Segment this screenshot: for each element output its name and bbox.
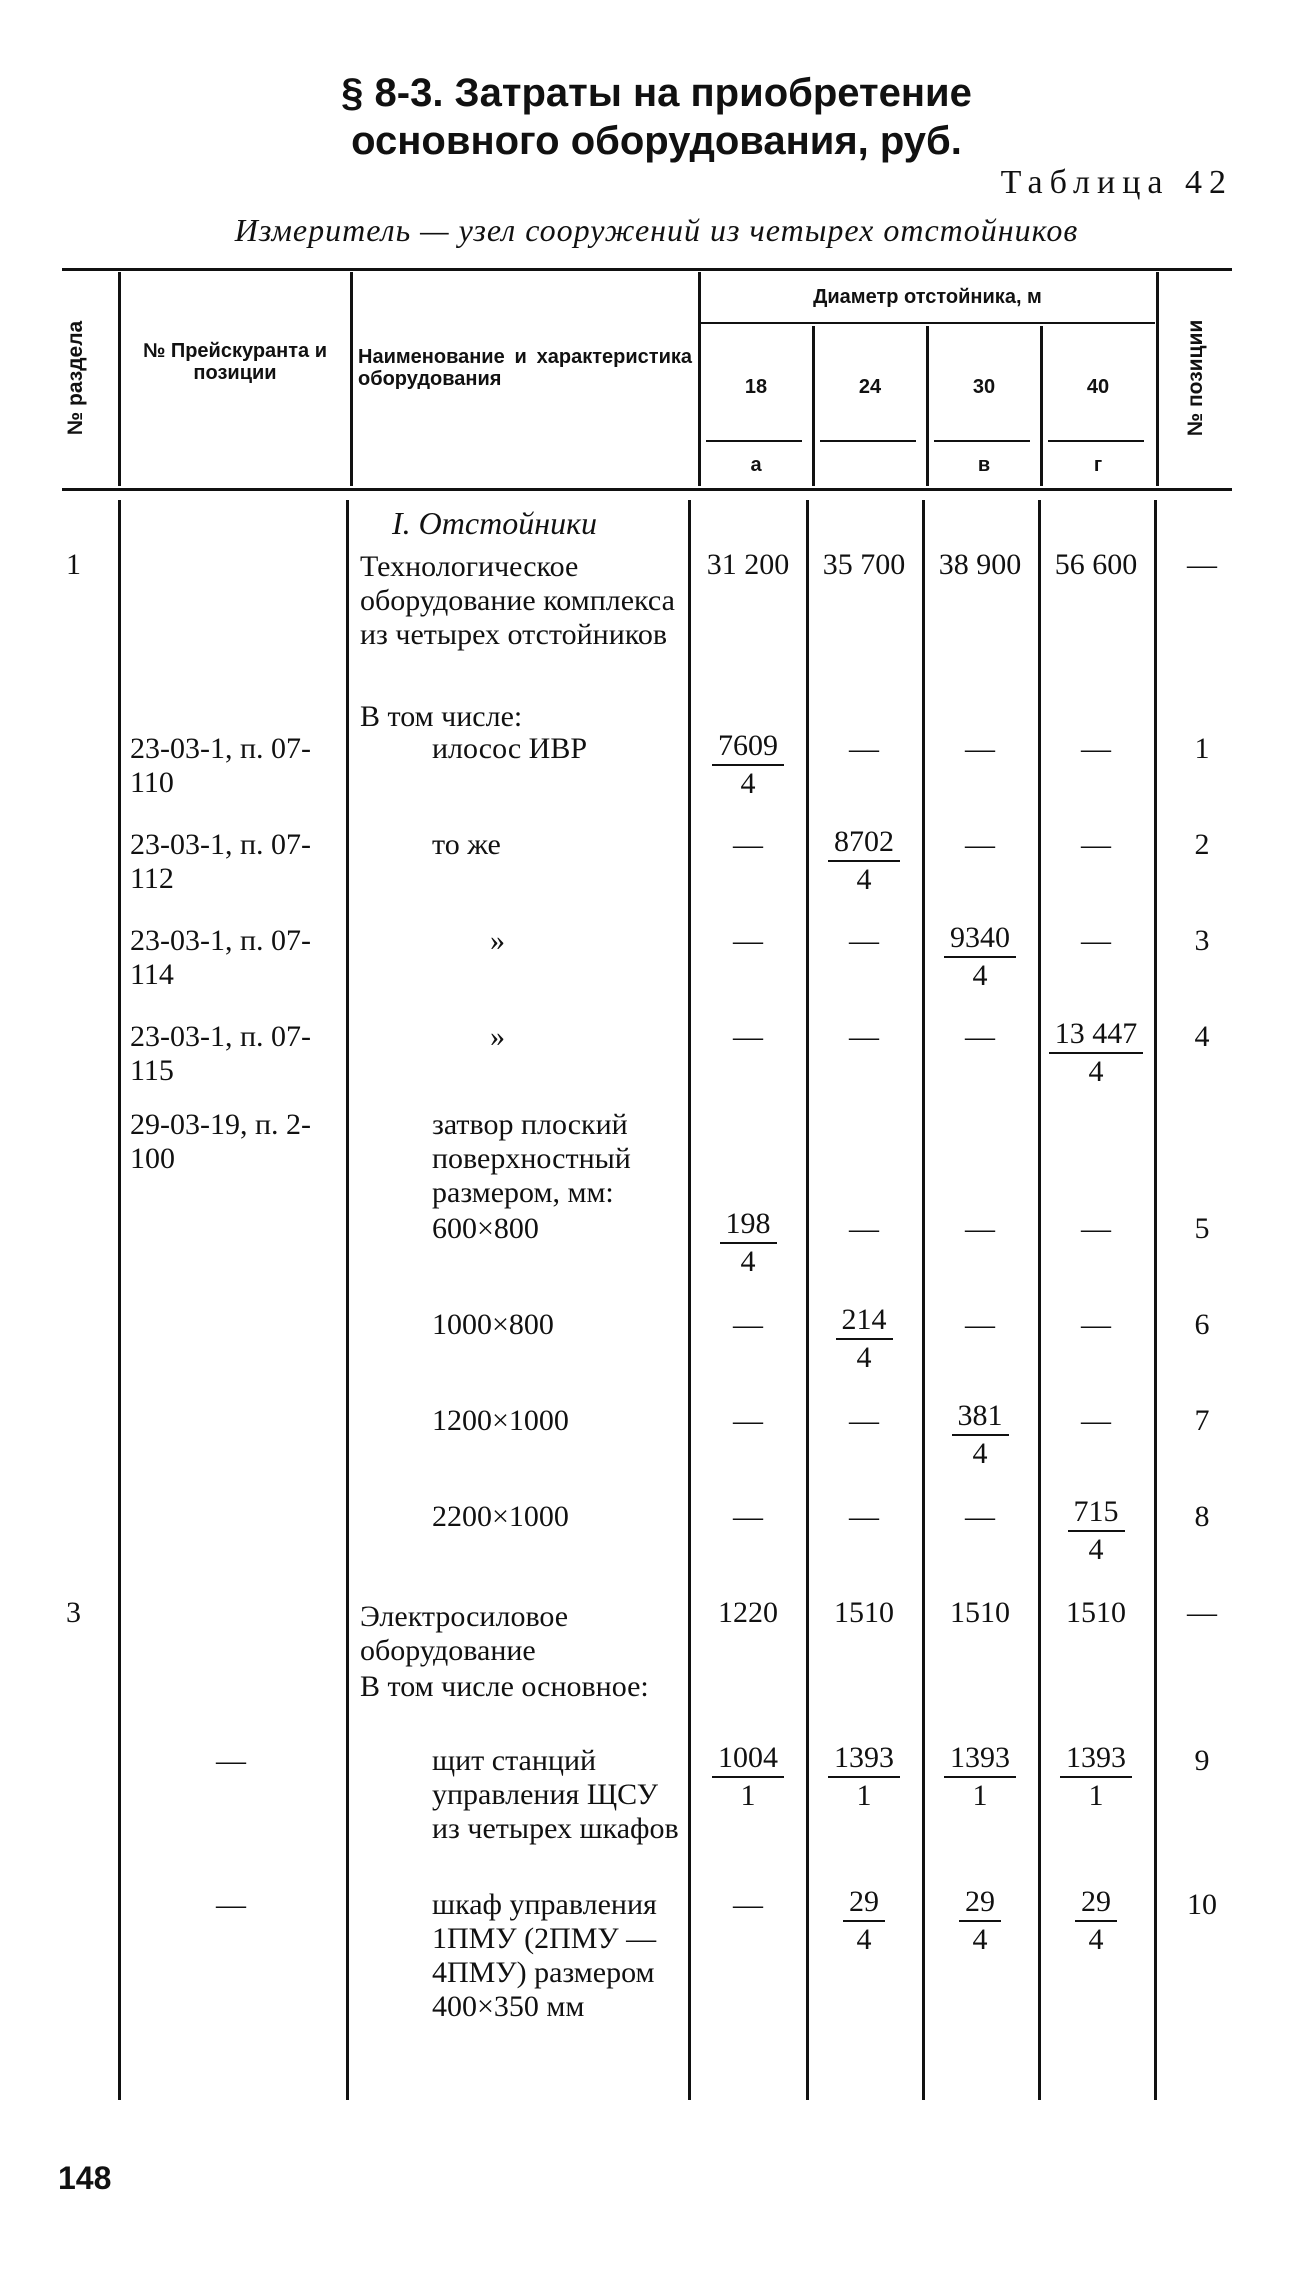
pos1-val-40: —: [1081, 732, 1111, 765]
pos1-name: илосос ИВР: [432, 732, 588, 765]
header-divider-7: [1156, 272, 1159, 486]
pos5-pos: 5: [1194, 1212, 1210, 1245]
pos3-val-24: —: [849, 924, 879, 957]
pos9-pos: 9: [1194, 1744, 1210, 1777]
header-position-no: № позиции: [1184, 319, 1207, 437]
pos8-val-40: $\frac{715}{4}$: [1040, 1494, 1152, 1568]
header-divider-2: [350, 272, 353, 486]
row3-incl-label: В том числе основное:: [360, 1670, 649, 1703]
pos5-name: 600×800: [432, 1212, 539, 1245]
row1-val-40: 56 600: [1054, 548, 1138, 581]
gate-pricelist: 29-03-19, п. 2-100: [130, 1108, 312, 1175]
pos4-name: »: [490, 1020, 505, 1053]
row-incl-label: В том числе:: [360, 700, 523, 733]
pos2-pricelist: 23-03-1, п. 07-112: [130, 828, 312, 895]
section-title: I. Отстойники: [392, 505, 598, 541]
header-d18: 18: [744, 376, 768, 398]
sub-rule-c: [1048, 440, 1144, 442]
pos4-val-30: —: [965, 1020, 995, 1053]
pos8-val-24: —: [849, 1500, 879, 1533]
pos7-val-18: —: [733, 1404, 763, 1437]
pos6-val-30: —: [965, 1308, 995, 1341]
pos5-val-30: —: [965, 1212, 995, 1245]
pos7-pos: 7: [1194, 1404, 1210, 1437]
pos2-val-40: —: [1081, 828, 1111, 861]
row1-val-30: 38 900: [938, 548, 1022, 581]
pos4-pos: 4: [1194, 1020, 1210, 1053]
row1-val-18: 31 200: [706, 548, 790, 581]
header-divider-4: [812, 326, 815, 486]
pos6-val-40: —: [1081, 1308, 1111, 1341]
pos9-val-24: $\frac{1393}{1}$: [808, 1740, 920, 1814]
pos8-val-18: —: [733, 1500, 763, 1533]
pos5-val-40: —: [1081, 1212, 1111, 1245]
row1-pos: —: [1187, 548, 1217, 581]
pos2-val-30: —: [965, 828, 995, 861]
pos9-val-18: $\frac{1004}{1}$: [692, 1740, 804, 1814]
row1-val-24: 35 700: [822, 548, 906, 581]
pos3-val-40: —: [1081, 924, 1111, 957]
pos6-pos: 6: [1194, 1308, 1210, 1341]
header-d30: 30: [972, 376, 996, 398]
pos7-val-24: —: [849, 1404, 879, 1437]
header-section-no: № раздела: [64, 320, 87, 436]
header-sub-a: а: [750, 454, 762, 476]
pos6-val-24: $\frac{214}{4}$: [808, 1302, 920, 1376]
pos2-val-18: —: [733, 828, 763, 861]
sub-rule-a: [706, 440, 802, 442]
row3-pos: —: [1187, 1596, 1217, 1629]
row1-section: 1: [66, 548, 81, 581]
pos4-val-18: —: [733, 1020, 763, 1053]
table-top-rule: [62, 268, 1232, 271]
pos9-pricelist: —: [216, 1744, 246, 1777]
pos10-val-40: $\frac{29}{4}$: [1040, 1884, 1152, 1958]
pos3-val-18: —: [733, 924, 763, 957]
pos6-val-18: —: [733, 1308, 763, 1341]
pos4-val-40: $\frac{13 447}{4}$: [1040, 1016, 1152, 1090]
header-pricelist: № Прейскуранта и позиции: [142, 340, 328, 384]
pos8-pos: 8: [1194, 1500, 1210, 1533]
pos5-val-18: $\frac{198}{4}$: [692, 1206, 804, 1280]
header-sub-b: в: [977, 454, 991, 476]
sub-rule-24: [820, 440, 916, 442]
section-heading-line2: основного оборудования, руб.: [351, 119, 962, 163]
body-divider-2: [346, 500, 349, 2100]
pos1-val-18: $\frac{7609}{4}$: [692, 728, 804, 802]
pos3-val-30: $\frac{9340}{4}$: [924, 920, 1036, 994]
gate-name: затвор плоский поверхностный размером, мм:: [432, 1108, 631, 1209]
pos10-val-18: —: [733, 1888, 763, 1921]
header-d24: 24: [858, 376, 882, 398]
section-heading-line1: § 8-3. Затраты на приобретение: [341, 71, 972, 115]
pos4-pricelist: 23-03-1, п. 07-115: [130, 1020, 312, 1087]
row3-val-40: 1510: [1066, 1596, 1126, 1629]
body-divider-7: [1154, 500, 1157, 2100]
sub-rule-b: [934, 440, 1030, 442]
pos1-val-24: —: [849, 732, 879, 765]
table-label: Таблица 42: [1000, 164, 1233, 201]
header-d40: 40: [1086, 376, 1110, 398]
header-divider-5: [926, 326, 929, 486]
pos8-name: 2200×1000: [432, 1500, 569, 1533]
pos10-pos: 10: [1187, 1888, 1217, 1921]
header-bottom-rule: [62, 488, 1232, 491]
pos7-val-40: —: [1081, 1404, 1111, 1437]
row3-val-18: 1220: [718, 1596, 778, 1629]
header-diameter: Диаметр отстойника, м: [813, 286, 1042, 308]
pos2-pos: 2: [1194, 828, 1210, 861]
pos6-name: 1000×800: [432, 1308, 554, 1341]
row3-name: Электросиловое оборудование: [360, 1600, 569, 1667]
pos10-name: шкаф управления 1ПМУ (2ПМУ — 4ПМУ) размером 400×350 мм: [432, 1888, 657, 2023]
pos2-val-24: $\frac{8702}{4}$: [808, 824, 920, 898]
row3-val-30: 1510: [950, 1596, 1010, 1629]
pos1-val-30: —: [965, 732, 995, 765]
pos9-val-40: $\frac{1393}{1}$: [1040, 1740, 1152, 1814]
pos2-name: то же: [432, 828, 501, 861]
header-divider-6: [1040, 326, 1043, 486]
measure-unit: Измеритель — узел сооружений из четырех отстойников: [234, 212, 1079, 248]
row1-name: Технологическое оборудование комплекса из четырех отстойников: [360, 550, 675, 651]
header-divider-1: [118, 272, 121, 486]
pos7-name: 1200×1000: [432, 1404, 569, 1437]
pos10-val-24: $\frac{29}{4}$: [808, 1884, 920, 1958]
header-name: Наименование и характеристика оборудования: [358, 346, 692, 390]
body-divider-3: [688, 500, 691, 2100]
pos1-pricelist: 23-03-1, п. 07-110: [130, 732, 312, 799]
header-sub-c: г: [1093, 454, 1103, 476]
row3-val-24: 1510: [834, 1596, 894, 1629]
pos4-val-24: —: [849, 1020, 879, 1053]
pos3-pos: 3: [1194, 924, 1210, 957]
pos5-val-24: —: [849, 1212, 879, 1245]
pos10-pricelist: —: [216, 1888, 246, 1921]
pos3-name: »: [490, 924, 505, 957]
row3-section: 3: [66, 1596, 81, 1629]
pos9-name: щит станций управления ЩСУ из четырех шкафов: [432, 1744, 679, 1845]
pos1-pos: 1: [1194, 732, 1210, 765]
pos3-pricelist: 23-03-1, п. 07-114: [130, 924, 312, 991]
pos9-val-30: $\frac{1393}{1}$: [924, 1740, 1036, 1814]
diameter-header-rule: [700, 322, 1155, 324]
pos8-val-30: —: [965, 1500, 995, 1533]
page-number: 148: [58, 2160, 112, 2196]
body-divider-1: [118, 500, 121, 2100]
pos7-val-30: $\frac{381}{4}$: [924, 1398, 1036, 1472]
pos10-val-30: $\frac{29}{4}$: [924, 1884, 1036, 1958]
